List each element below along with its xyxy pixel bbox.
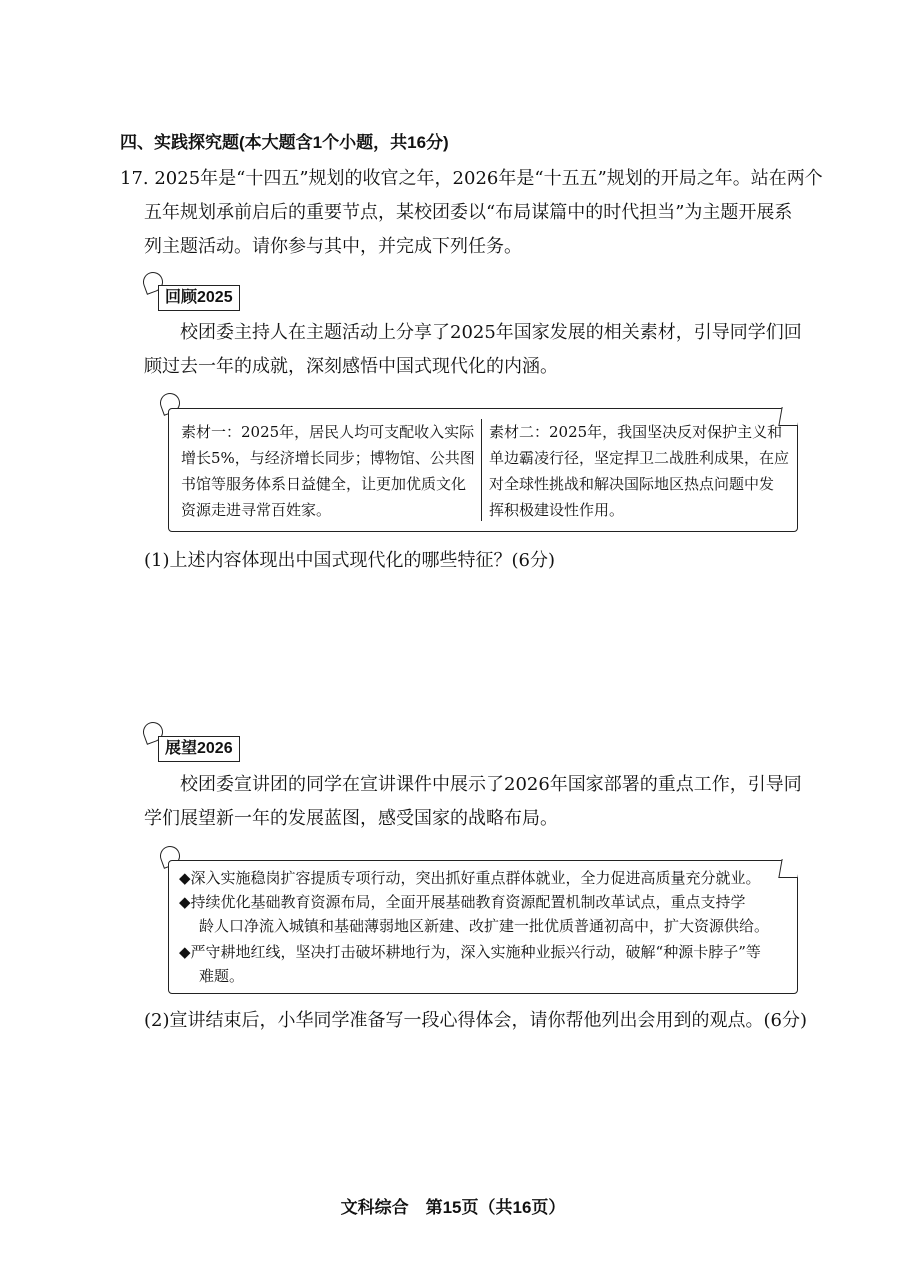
materials-box [168,408,798,532]
page-fold-icon [778,859,800,878]
outlook-bullets-box [168,860,798,994]
outlook-intro-line: 校团委宣讲团的同学在宣讲课件中展示了2026年国家部署的重点工作，引导同 [180,774,802,795]
question-17-line: 五年规划承前启后的重要节点，某校团委以“布局谋篇中的时代担当”为主题开展系 [144,202,793,223]
material-2-line: 单边霸凌行径，坚定捍卫二战胜利成果，在应 [489,449,790,467]
outlook-bullet-line: ◆持续优化基础教育资源布局，全面开展基础教育资源配置机制改革试点，重点支持学 [179,893,746,911]
material-1-line: 资源走进寻常百姓家。 [181,501,332,519]
review-intro-line: 顾过去一年的成就，深刻感悟中国式现代化的内涵。 [144,356,558,377]
material-1-line: 增长5%，与经济增长同步；博物馆、公共图 [181,449,475,467]
question-17-line: 列主题活动。请你参与其中，并完成下列任务。 [144,236,522,257]
material-1-line: 素材一：2025年，居民人均可支配收入实际 [181,423,475,441]
review-intro-line: 校团委主持人在主题活动上分享了2025年国家发展的相关素材，引导同学们回 [180,322,802,343]
material-1-line: 书馆等服务体系日益健全，让更加优质文化 [181,475,467,493]
outlook-bullet-line: 龄人口净流入城镇和基础薄弱地区新建、改扩建一批优质普通初高中，扩大资源供给。 [199,917,770,935]
material-1 [181,419,475,523]
materials-divider [481,419,482,521]
page-footer: 文科综合 第15页（共16页） [340,1198,566,1217]
section-heading: 四、实践探究题(本大题含1个小题，共16分) [120,133,449,152]
question-17-line: 17. 2025年是“十四五”规划的收官之年，2026年是“十五五”规划的开局之年。站在两个 [120,168,823,189]
material-2-line: 素材二：2025年，我国坚决反对保护主义和 [489,423,783,441]
sub-question-1: (1)上述内容体现出中国式现代化的哪些特征？(6分) [144,550,555,571]
review-2025-tag: 回顾2025 [158,285,240,311]
outlook-bullet-line: 难题。 [199,967,245,985]
outlook-intro-line: 学们展望新一年的发展蓝图，感受国家的战略布局。 [144,808,558,829]
material-2-line: 挥积极建设性作用。 [489,501,625,519]
outlook-bullet-line: ◆深入实施稳岗扩容提质专项行动，突出抓好重点群体就业，全力促进高质量充分就业。 [179,869,761,887]
material-2 [489,419,789,523]
outlook-2026-tag: 展望2026 [158,736,240,762]
sub-question-2: (2)宣讲结束后，小华同学准备写一段心得体会，请你帮他列出会用到的观点。(6分) [144,1010,807,1031]
material-2-line: 对全球性挑战和解决国际地区热点问题中发 [489,475,775,493]
outlook-bullet-line: ◆严守耕地红线，坚决打击破坏耕地行为，深入实施种业振兴行动，破解“种源卡脖子”等 [179,943,761,961]
